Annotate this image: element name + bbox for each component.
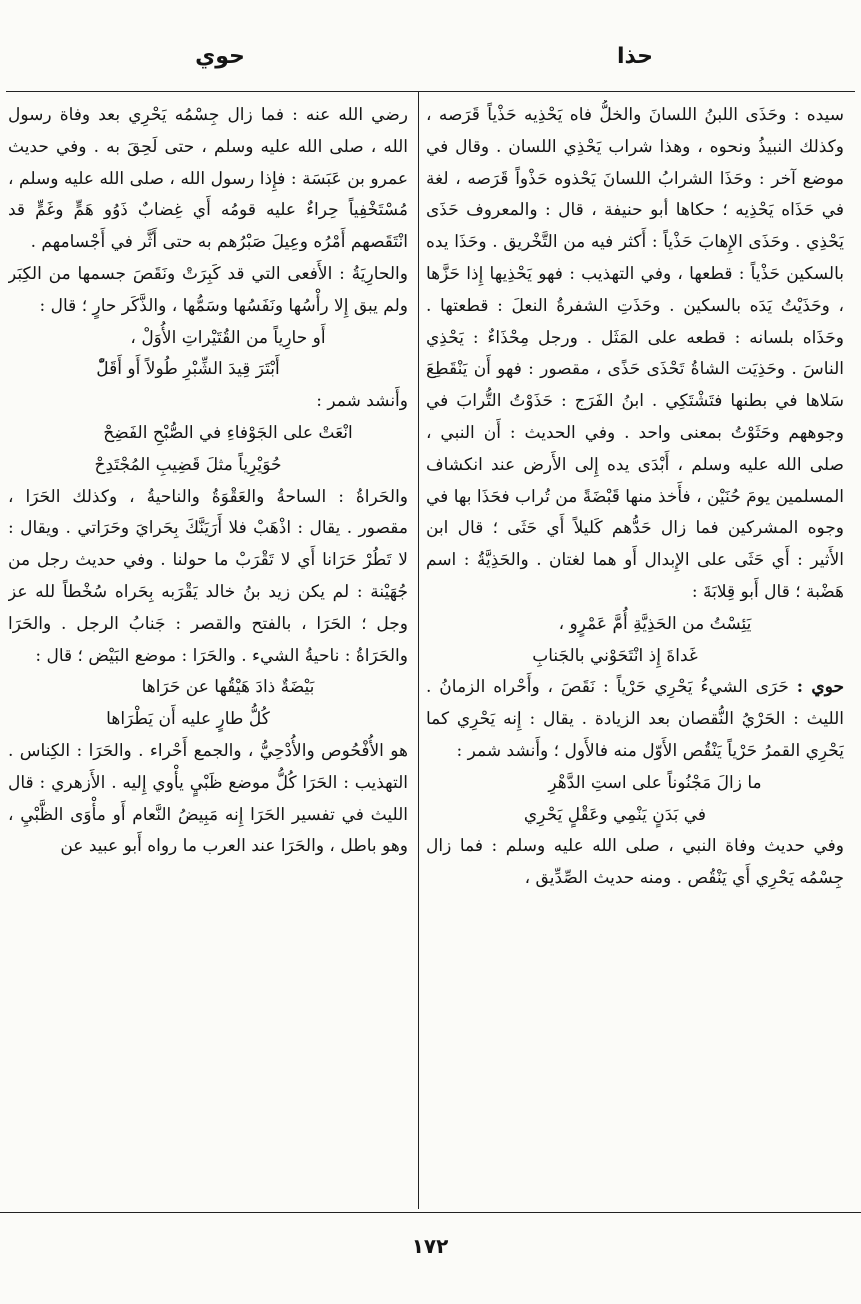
paragraph: والحارِيَةُ : الأَفعى التي قد كَبِرَتْ ونَقَصَ جسمها من الكِبَر ولم يبق إِلا رأْسُها ونَفَسُها وسَمُّها ، والذَّكَر حارٍ ؛ قال : bbox=[8, 263, 408, 316]
verse-line: بَيْضَةٌ ذادَ هَيْقُها عن حَرَاها bbox=[141, 677, 315, 698]
page-number: ١٧٢ bbox=[411, 1234, 449, 1258]
running-header-left: حوي bbox=[195, 44, 245, 69]
verse-line: انْعَتْ على الجَوْفاءِ في الصُّبْحِ الفَضِحْ bbox=[103, 422, 353, 443]
verse-line: غَداةَ إِذ انْتَحَوْني بالجَنابِ bbox=[532, 645, 698, 666]
left-column bbox=[8, 100, 408, 1206]
verse-line: ما زالَ مَجْنُوناً على استِ الدَّهْرِ bbox=[548, 772, 762, 793]
running-header-right: حذا bbox=[616, 44, 654, 69]
header-rule bbox=[6, 91, 855, 92]
right-column bbox=[426, 100, 844, 1206]
entry-text: حَرَى الشيءُ يَحْرِي حَرْياً : نَقَصَ ، وأَحْراه الزمانُ . الليث : الحَرْيُ النُّقصان بعد الزيادة . يقال : إِنه يَحْرِي كما يَحْرِي القمرُ حَرْياً يَنْقُص الأَوّل منه فالأَول ؛ وأَنشد شمر : bbox=[426, 677, 844, 761]
verse-line: في بَدَنٍ يَنْمِي وعَقْلٍ يَحْرِي bbox=[523, 804, 707, 825]
column-divider bbox=[418, 91, 419, 1209]
paragraph: هو الأُفْحُوص والأُدْحِيُّ ، والجمع أَحْراء . والحَرَا : الكِناس . التهذيب : الحَرَا كُلُّ موضع ظَبْيٍ يأْوي إِليه . الأَزهري : قال الليث في تفسير الحَرَا إِنه مَبِيضُ النَّعام أَو مأْوَى الظَّبْيِ ، وهو باطل ، والحَرَا عند العرب ما رواه أَبو عبيد عن bbox=[8, 740, 408, 857]
entry-paragraph bbox=[426, 672, 844, 767]
verse-line: أَو حارِياً من القُتَيْراتِ الأُوَلْ ، bbox=[130, 327, 326, 348]
verse-line: حُوَيْرِياً مثلَ قَضِيبِ المُجْتَدِحْ bbox=[94, 454, 282, 475]
verse-line: كُلُّ طارٍ عليه أَن يَطْرَاها bbox=[106, 709, 270, 730]
paragraph: سيده : وحَذَى اللبنُ اللسانَ والخلُّ فاه يَحْذِيه حَذْياً قَرَصه ، وكذلك النبيذُ ونحوه ، وهذا شراب يَحْذِي اللسان . وقال في موضع آخر : وحَذَا الشرابُ اللسانَ يَحْذوه حَذْواً قَرَصه ، لغة في حَذَاه يَحْذِيه ؛ حكاها أبو حنيفة ، قال : والمعروف حَذَى يَحْذِي . وحَذَى الإِهابَ حَذْياً : أَكثر فيه من التَّخْريق . وحَذَا يده بالسكين حَذْياً : قطعها ، وفي التهذيب : فهو يَحْذِيها إِذا حَزَّها ، وحَذَيْتُ يَدَه بالسكين . وحَذَتِ الشفرةُ النعلَ : قطعتها . وحَذَاه بلسانه : قطعه على المَثَل . ورجل مِحْذَاءٌ : يَحْذِي الناسَ . وحَذِيَت الشاةُ تَحْذَى حَذًى ، مقصور : فهو أَن يَنْقَطِعَ سَلاها في بطنها فتَشْتَكِي . ابنُ الفَرَج : حَذَوْتُ التُّرابَ في وجوههم وحَثَوْتُ بمعنى واحد . وفي الحديث : أَن النبي ، صلى الله عليه وسلم ، أَبْدَى يده إِلى الأَرض عند انكشاف المسلمين يومَ حُنَيْن ، فأَخذ منها قَبْضَةً من تُراب فحَذَا بها في وجوه المشركين فما زال حَدُّهم كَليلاً أَي حَثَى ؛ قال ابن الأَثير : أَي حَثَى على الإِبدال أَو هما لغتان . والحَذِيَّةُ : اسم هَضْبة ؛ قال أَبو قِلابَةَ : bbox=[426, 105, 844, 602]
paragraph: وأَنشد شمر : bbox=[316, 391, 408, 412]
headword: حوي : bbox=[796, 677, 844, 698]
paragraph: والحَراةُ : الساحةُ والعَقْوَةُ والناحيةُ ، وكذلك الحَرَا ، مقصور . يقال : اذْهَبْ فلا أَرَيَنَّكَ بِحَرايَ وحَرَاتي . ويقال : لا تَطُرْ حَرَانا أَي لا تَقْرَبْ ما حولنا . وفي حديث رجل من جُهَيْنة : لم يكن زيد بنُ خالد يَقْرَبه بِحَراه سُخْطاً لله عز وجل ؛ الحَرَا ، بالفتح والقصر : جَنابُ الرجل . والحَرَا والحَرَاةُ : ناحيةُ الشيء . والحَرَا : موضع البَيْض ؛ قال : bbox=[8, 486, 408, 666]
paragraph: وفي حديث وفاة النبي ، صلى الله عليه وسلم : فما زال جِسْمُه يَحْرِي أَي يَنْقُص . ومنه حديث الصِّدِّيق ، bbox=[426, 836, 844, 889]
verse-line: يَئِسْتُ من الحَذِيَّةِ أُمَّ عَمْرٍو ، bbox=[558, 613, 752, 634]
verse-line: أَبْتَرَ قِيدَ الشِّبْرِ طُولاً أَو أَقَلّْ bbox=[96, 359, 280, 380]
paragraph: رضي الله عنه : فما زال جِسْمُه يَحْرِي بعد وفاة رسول الله ، صلى الله عليه وسلم ، حتى لَحِقَ به . وفي حديث عمرو بن عَبَسَة : فإِذا رسول الله ، صلى الله عليه وسلم ، مُسْتَخْفِياً حِراءٌ عليه قومُه أَي غِضابٌ ذَوُو هَمٍّ وغَمٍّ قد انْتَقَصهم أَمْرُه وعِيلَ صَبْرُهم به حتى أَثَّر في أَجْسامهم . bbox=[8, 105, 408, 253]
footer-rule bbox=[0, 1212, 861, 1213]
